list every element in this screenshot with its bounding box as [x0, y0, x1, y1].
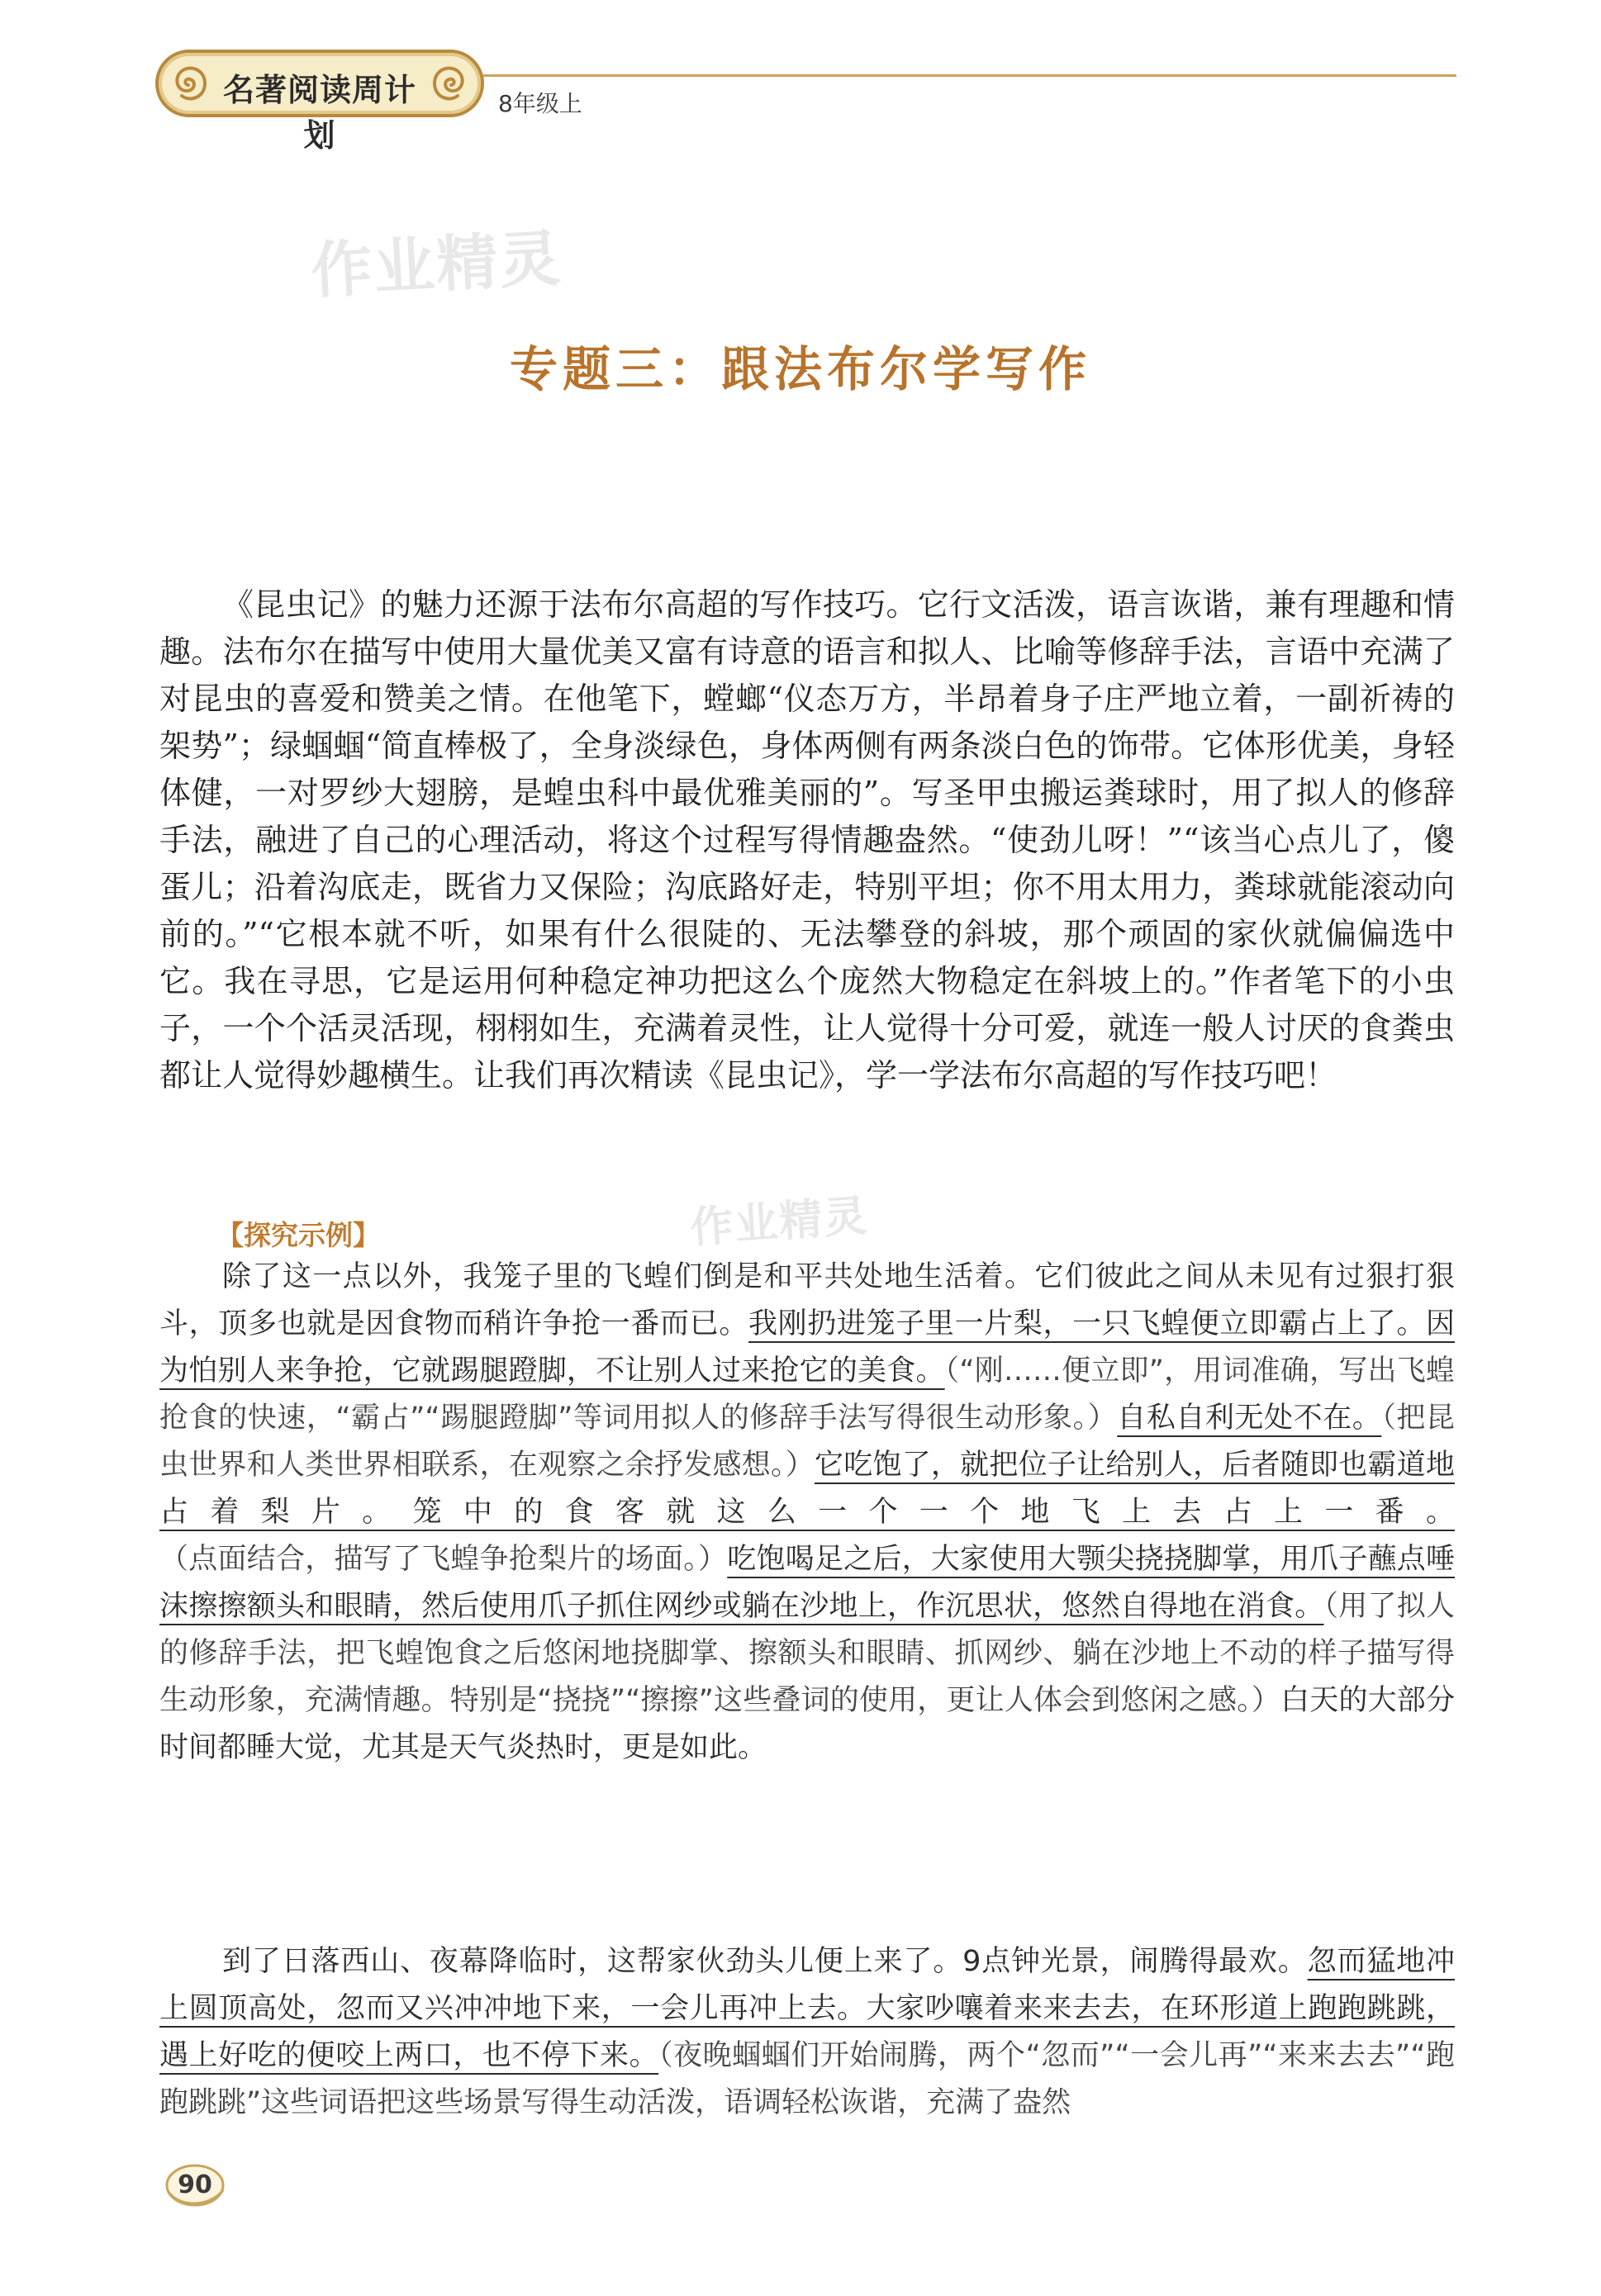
annotation: （点面结合，描写了飞蝗争抢梨片的场面。） — [159, 1543, 728, 1576]
example-text: 白天的大部分时间都睡大觉，尤其是天气炎热时，更是如此。 — [159, 1684, 1455, 1764]
annotation: （“刚……便立即”，用词准确，写出飞蝗抢食的快速，“霸占”“踢腿蹬脚”等词用拟人的修辞手法写得很生动形象。） — [159, 1354, 1455, 1435]
section-label: 【探究示例】 — [216, 1219, 380, 1251]
underlined-excerpt: 我刚扔进笼子里一片梨，一只飞蝗便立即霸占上了。因为怕别人来争抢，它就踢腿蹬脚，不让别人过来抢它的美食。 — [159, 1307, 1455, 1388]
ornament-right-icon — [426, 59, 473, 107]
ornament-left-icon — [167, 59, 213, 107]
underlined-excerpt: 吃饱喝足之后，大家使用大颚尖挠挠脚掌，用爪子蘸点唾沫擦擦额头和眼睛，然后使用爪子抓住网纱或躺在沙地上，作沉思状，悠然自得地在消食。 — [159, 1543, 1455, 1623]
underlined-excerpt: 忽而猛地冲上圆顶高处，忽而又兴冲冲地下来，一会儿再冲上去。大家吵嚷着来来去去，在环形道上跑跑跳跳，遇上好吃的便咬上两口，也不停下来。 — [159, 1945, 1455, 2072]
example-text: 除了这一点以外，我笼子里的飞蝗们倒是和平共处地生活着。它们彼此之间从未见有过狠打狠斗，顶多也就是因食物而稍许争抢一番而已。 — [159, 1260, 1455, 1340]
grade-label: 8年级上 — [498, 90, 582, 117]
book-title: 名著阅读周计划 — [222, 72, 416, 154]
page-number: 90 — [178, 2170, 212, 2199]
underlined-excerpt: 自私自利无处不在。 — [1117, 1402, 1382, 1435]
underlined-excerpt: 它吃饱了，就把位子让给别人，后者随即也霸道地占着梨片。笼中的食客就这么一个一个地飞上去占上一番。 — [159, 1449, 1455, 1529]
watermark: 作业精灵 — [309, 223, 564, 307]
header-rule — [483, 74, 1456, 77]
example-paragraph-2 — [159, 1938, 1455, 2127]
annotation: （夜晚蝈蝈们开始闹腾，两个“忽而”“一会儿再”“来来去去”“跑跑跳跳”这些词语把这些场景写得生动活泼，语调轻松诙谐，充满了盎然 — [159, 2039, 1455, 2119]
intro-paragraph: 《昆虫记》的魅力还源于法布尔高超的写作技巧。它行文活泼，语言诙谐，兼有理趣和情趣。法布尔在描写中使用大量优美又富有诗意的语言和拟人、比喻等修辞手法，言语中充满了对昆虫的喜爱和赞美之情。在他笔下，螳螂“仪态万方，半昂着身子庄严地立着，一副祈祷的架势”；绿蝈蝈“简直棒极了，全身淡绿色，身体两侧有两条淡白色的饰带。它体形优美，身轻体健，一对罗纱大翅膀，是蝗虫科中最优雅美丽的”。写圣甲虫搬运粪球时，用了拟人的修辞手法，融进了自己的心理活动，将这个过程写得情趣盎然。“使劲儿呀！”“该当心点儿了，傻蛋儿；沿着沟底走，既省力又保险；沟底路好走，特别平坦；你不用太用力，粪球就能滚动向前的。”“它根本就不听，如果有什么很陡的、无法攀登的斜坡，那个顽固的家伙就偏偏选中它。我在寻思，它是运用何种稳定神功把这么个庞然大物稳定在斜坡上的。”作者笔下的小虫子，一个个活灵活现，栩栩如生，充满着灵性，让人觉得十分可爱，就连一般人讨厌的食粪虫都让人觉得妙趣横生。让我们再次精读《昆虫记》，学一学法布尔高超的写作技巧吧！ — [159, 586, 1455, 1093]
topic-title: 专题三：跟法布尔学写作 — [509, 341, 1091, 397]
watermark: 作业精灵 — [688, 1191, 871, 1254]
header-title-plaque — [155, 50, 484, 154]
example-paragraph-1 — [159, 1254, 1455, 1772]
annotation: （把昆虫世界和人类世界相联系，在观察之余抒发感想。） — [159, 1402, 1455, 1482]
example-text: 到了日落西山、夜幕降临时，这帮家伙劲头儿便上来了。9点钟光景，闹腾得最欢。 — [222, 1945, 1308, 1978]
annotation: （用了拟人的修辞手法，把飞蝗饱食之后悠闲地挠脚掌、擦额头和眼睛、抓网纱、躺在沙地上不动的样子描写得生动形象，充满情趣。特别是“挠挠”“擦擦”这些叠词的使用，更让人体会到悠闲之感。） — [159, 1590, 1455, 1717]
